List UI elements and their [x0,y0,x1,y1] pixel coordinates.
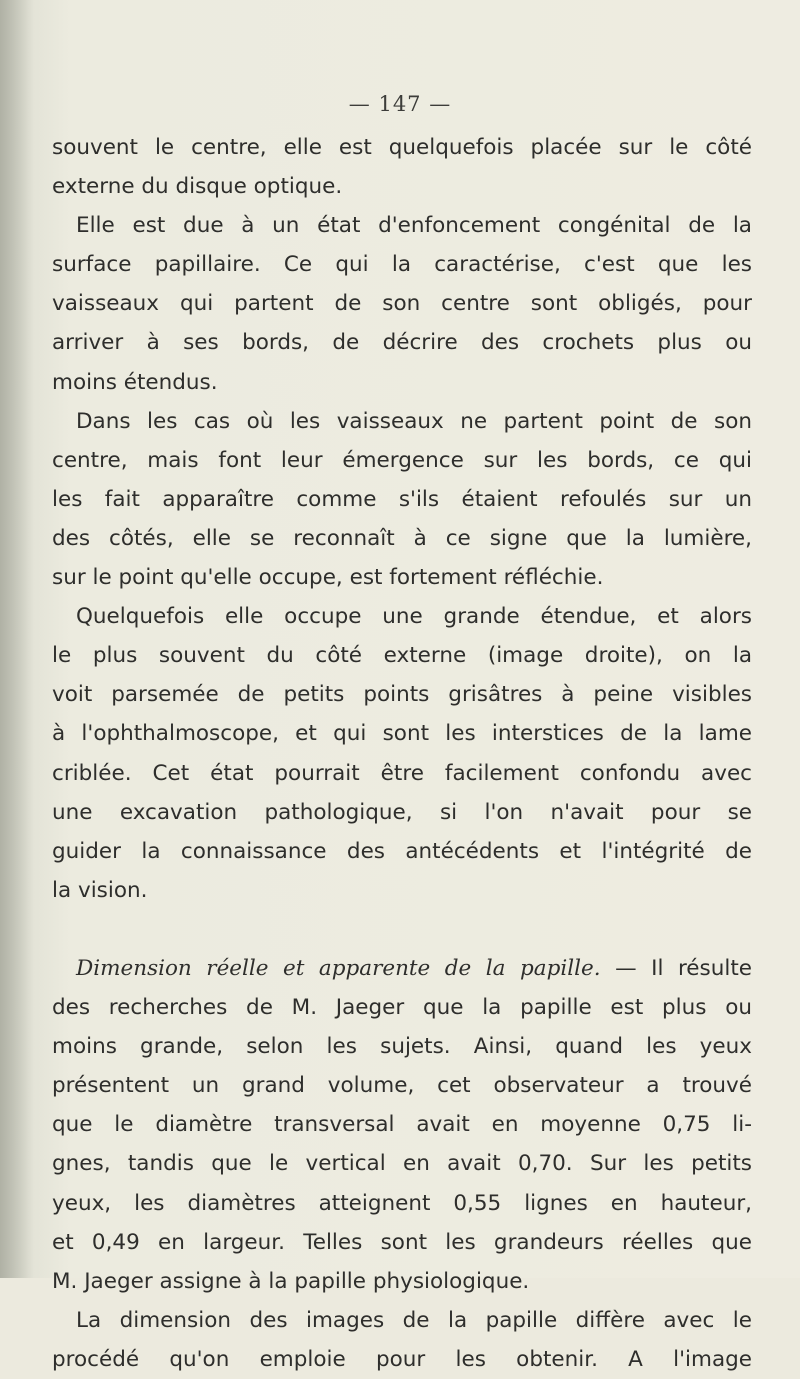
text-line: vaisseaux qui partent de son centre sont obligés, pour [52,291,752,317]
text-line: sur le point qu'elle occupe, est fortement réfléchie. [52,565,604,591]
text-line: arriver à ses bords, de décrire des crochets plus ou [52,330,752,356]
text-line: souvent le centre, elle est quelquefois placée sur le côté [52,135,752,160]
page-gutter-shadow [0,0,34,1278]
text-line: Dans les cas où les vaisseaux ne partent point de son [76,408,752,434]
text-line: des recherches de M. Jaeger que la papille est plus ou [52,995,752,1021]
section-heading: Dimension réelle et apparente de la papille. [76,955,601,981]
text-line: des côtés, elle se reconnaît à ce signe que la lumière, [52,525,752,551]
text-line: surface papillaire. Ce qui la caractérise, c'est que les [52,252,752,278]
text-line: yeux, les diamètres atteignent 0,55 lignes en hauteur, [52,1190,752,1216]
text-line: guider la connaissance des antécédents et l'intégrité de [52,838,752,864]
text-line: une excavation pathologique, si l'on n'avait pour se [52,799,752,825]
text-line: gnes, tandis que le vertical en avait 0,70. Sur les petits [52,1151,752,1177]
section-heading-continuation: — Il résulte [600,955,752,981]
text-line: que le diamètre transversal avait en moyenne 0,75 li- [52,1112,752,1138]
page-number: — 147 — [348,92,452,116]
text-line: Elle est due à un état d'enfoncement congénital de la [76,213,752,239]
text-line: les fait apparaître comme s'ils étaient refoulés sur un [52,486,752,512]
section-first-line [52,949,752,988]
text-line: moins étendus. [52,369,218,395]
text-line: la vision. [52,877,148,903]
text-line: à l'ophthalmoscope, et qui sont les interstices de la lame [52,721,752,747]
text-line: M. Jaeger assigne à la papille physiologique. [52,1268,530,1294]
text-line: présentent un grand volume, cet observateur a trouvé [52,1073,752,1099]
text-line: voit parsemée de petits points grisâtres à peine visibles [52,682,752,708]
text-line: Quelquefois elle occupe une grande étendue, et alors [76,604,752,630]
paragraph-spacer [52,910,752,949]
text-line: et 0,49 en largeur. Telles sont les grandeurs réelles que [52,1229,752,1255]
text-line: le plus souvent du côté externe (image droite), on la [52,643,752,669]
text-line: La dimension des images de la papille diffère avec le [76,1307,752,1333]
text-line: moins grande, selon les sujets. Ainsi, quand les yeux [52,1034,752,1060]
text-line: procédé qu'on emploie pour les obtenir. A l'image [52,1346,752,1372]
body-text [52,128,752,1379]
text-line: criblée. Cet état pourrait être facilement confondu avec [52,760,752,786]
text-line: externe du disque optique. [52,174,343,200]
text-line: centre, mais font leur émergence sur les bords, ce qui [52,447,752,473]
